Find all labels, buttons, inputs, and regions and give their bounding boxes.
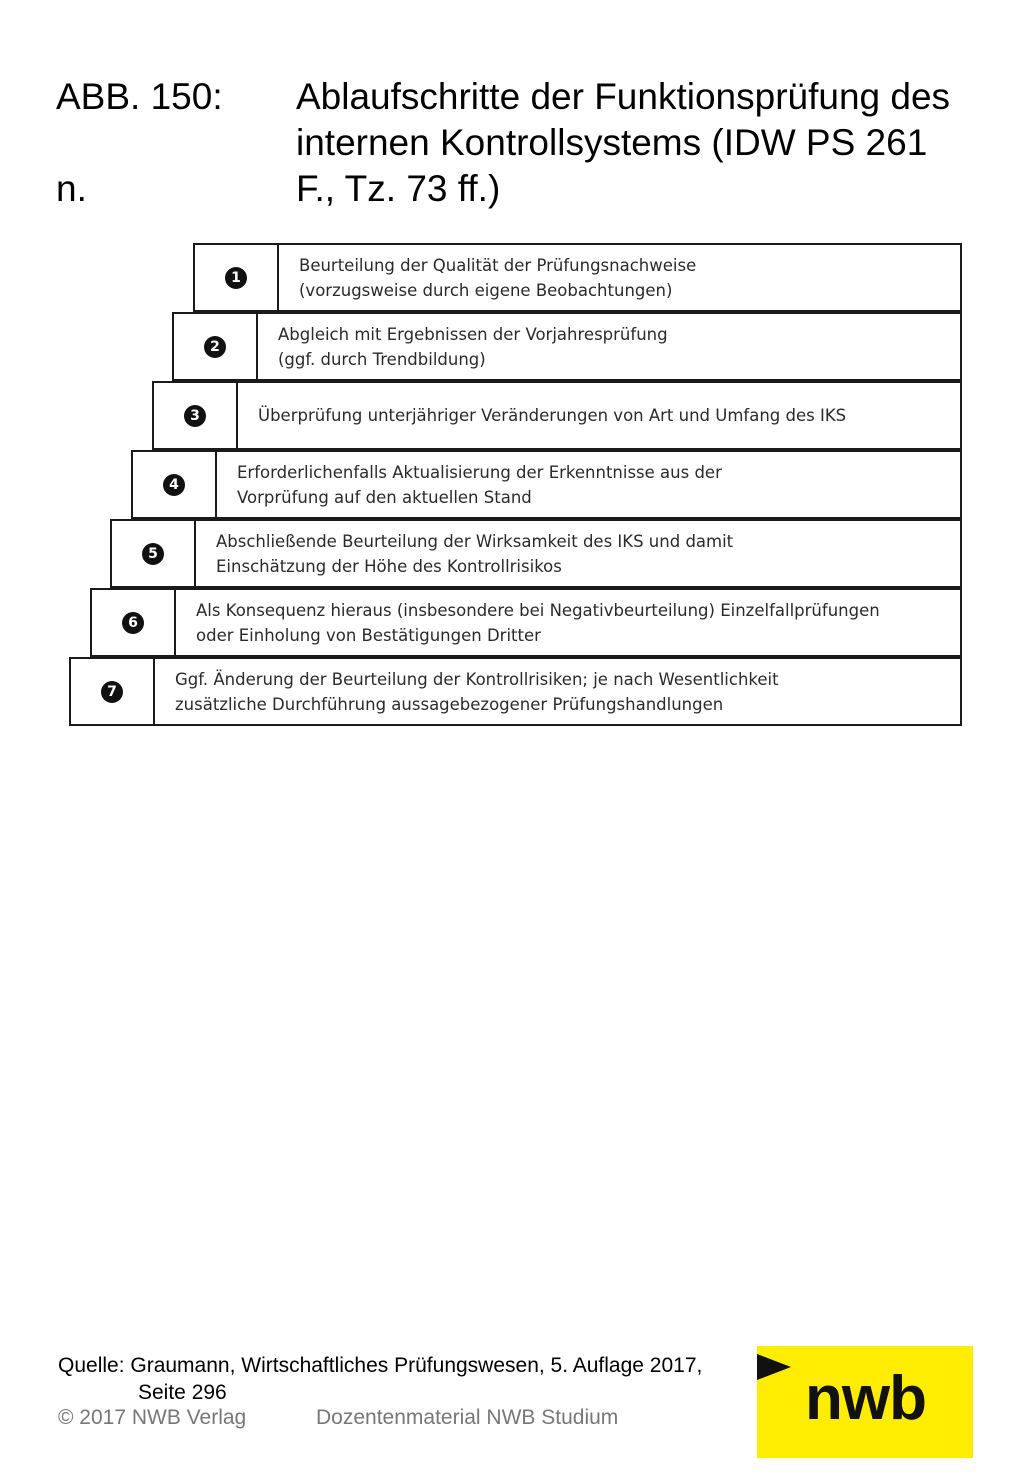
step-description: Erforderlichenfalls Aktualisierung der Erkenntnisse aus der Vorprüfung auf den aktuellen Stand — [237, 462, 722, 507]
step-4 — [131, 450, 962, 519]
step-description: Als Konsequenz hieraus (insbesondere bei Negativbeurteilung) Einzelfallprüfungen oder Einholung von Bestätigungen Dritter — [196, 600, 880, 645]
step-description: Ggf. Änderung der Beurteilung der Kontrollrisiken; je nach Wesentlichkeit zusätzliche Durchführung aussagebezogener Prüfungshandlungen — [175, 669, 779, 714]
source-citation — [58, 1352, 702, 1406]
step-text-cell — [196, 521, 733, 586]
step-number-badge: 3 — [184, 405, 206, 427]
step-text-cell — [279, 245, 696, 310]
figure-label: ABB. 150: — [56, 76, 223, 117]
step-number-cell — [174, 314, 258, 379]
step-number-badge: 4 — [163, 474, 185, 496]
figure-label-suffix: n. — [56, 168, 87, 209]
step-number-cell — [92, 590, 176, 655]
source-line-1: Quelle: Graumann, Wirtschaftliches Prüfungswesen, 5. Auflage 2017, — [58, 1354, 703, 1377]
step-1 — [193, 243, 962, 312]
source-line-2: Seite 296 — [138, 1381, 227, 1404]
title-line-1: Ablaufschritte der Funktionsprüfung des — [296, 76, 951, 117]
step-description: Abgleich mit Ergebnissen der Vorjahresprüfung (ggf. durch Trendbildung) — [278, 324, 668, 369]
step-2 — [172, 312, 962, 381]
step-description: Abschließende Beurteilung der Wirksamkeit des IKS und damit Einschätzung der Höhe des Kontrollrisikos — [216, 531, 734, 576]
title-line-3: F., Tz. 73 ff.) — [296, 168, 501, 209]
step-description: Überprüfung unterjähriger Veränderungen von Art und Umfang des IKS — [258, 406, 847, 425]
step-text-cell — [238, 383, 846, 448]
step-number-badge: 7 — [101, 681, 123, 703]
step-number-cell — [154, 383, 238, 448]
step-text-cell — [176, 590, 880, 655]
step-text-cell — [217, 452, 722, 517]
step-text-cell — [258, 314, 668, 379]
step-text-cell — [155, 659, 779, 724]
step-description: Beurteilung der Qualität der Prüfungsnachweise (vorzugsweise durch eigene Beobachtungen) — [299, 255, 697, 300]
title-line-2: internen Kontrollsystems (IDW PS 261 — [296, 122, 928, 163]
step-number-badge: 5 — [142, 543, 164, 565]
step-6 — [90, 588, 962, 657]
step-number-cell — [71, 659, 155, 724]
step-number-cell — [133, 452, 217, 517]
step-7 — [69, 657, 962, 726]
step-number-cell — [195, 245, 279, 310]
material-text: Dozentenmaterial NWB Studium — [316, 1406, 619, 1429]
play-arrow-icon — [757, 1354, 791, 1380]
step-3 — [152, 381, 962, 450]
step-number-badge: 6 — [122, 612, 144, 634]
copyright-text: © 2017 NWB Verlag — [58, 1406, 247, 1429]
step-number-cell — [112, 521, 196, 586]
step-5 — [110, 519, 962, 588]
step-number-badge: 2 — [204, 336, 226, 358]
step-number-badge: 1 — [225, 267, 247, 289]
logo-wordmark: nwb — [805, 1364, 926, 1433]
nwb-logo — [757, 1346, 973, 1458]
figure-title — [56, 74, 986, 224]
copyright-bar — [58, 1406, 619, 1430]
